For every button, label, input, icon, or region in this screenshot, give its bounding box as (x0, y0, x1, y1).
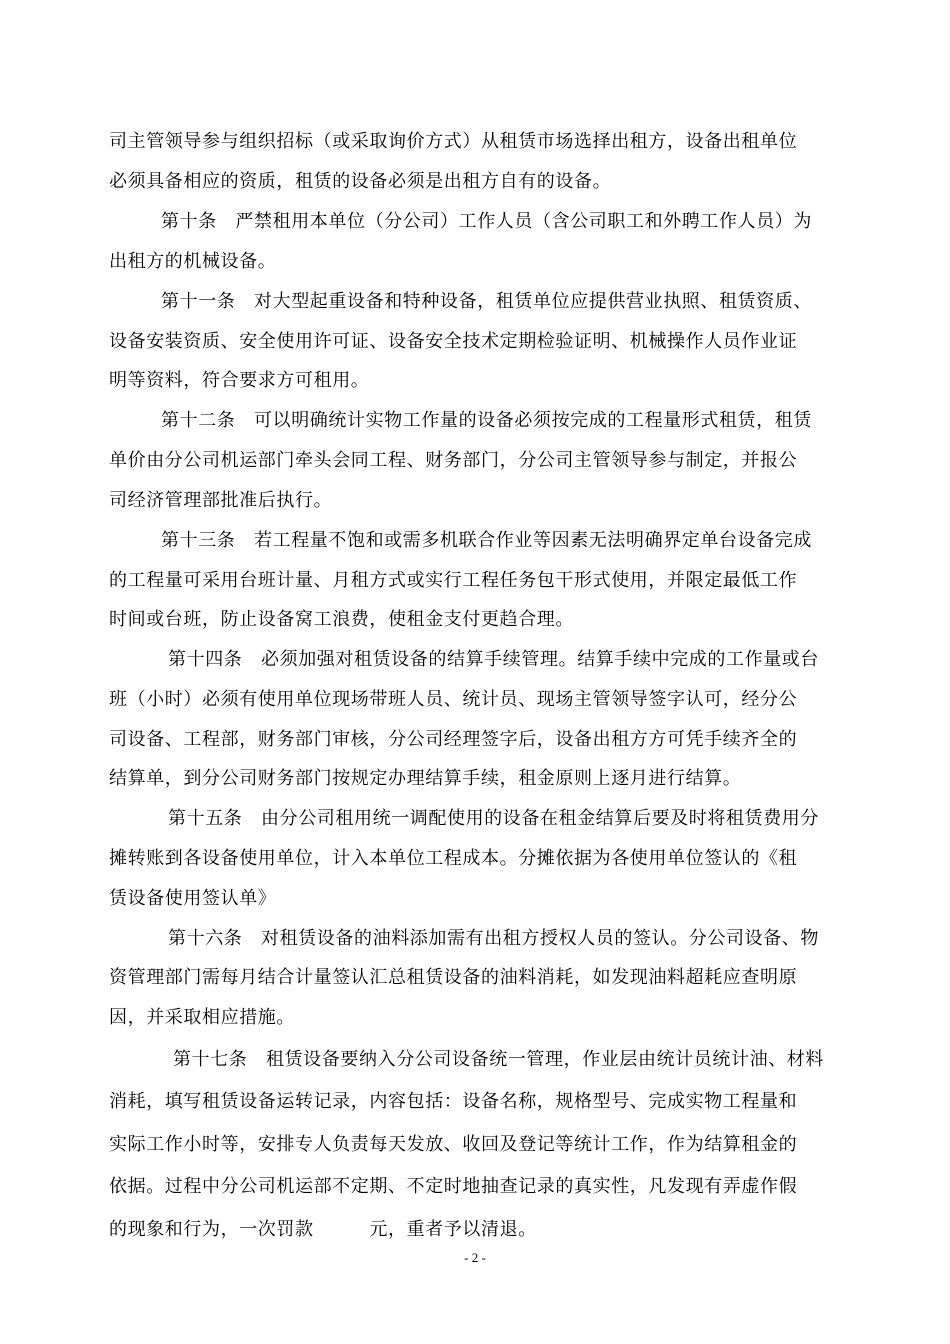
text-line: 司设备、工程部，财务部门审核，分公司经理签字后，设备出租方方可凭手续齐全的 (109, 729, 798, 750)
text-line: 第十一条 对大型起重设备和特种设备，租赁单位应提供营业执照、租赁资质、 (161, 291, 812, 312)
text-line: 第十三条 若工程量不饱和或需多机联合作业等因素无法明确界定单台设备完成 (161, 530, 812, 551)
text-line: 时间或台班，防止设备窝工浪费，使租金支付更趋合理。 (109, 609, 574, 630)
text-line: 因，并采取相应措施。 (109, 1007, 295, 1028)
text-line: 第十四条 必须加强对租赁设备的结算手续管理。结算手续中完成的工作量或台 (168, 649, 819, 670)
text-line: 第十六条 对租赁设备的油料添加需有出租方授权人员的签认。分公司设备、物 (168, 928, 819, 949)
text-line: 第十五条 由分公司租用统一调配使用的设备在租金结算后要及时将租赁费用分 (168, 808, 819, 829)
text-line: 结算单，到分公司财务部门按规定办理结算手续，租金原则上逐月进行结算。 (109, 768, 742, 789)
text-line: 资管理部门需每月结合计量签认汇总租赁设备的油料消耗，如发现油料超耗应查明原 (109, 967, 798, 988)
text-line: 实际工作小时等，安排专人负责每天发放、收回及登记等统计工作，作为结算租金的 (109, 1134, 798, 1155)
text-line: 班（小时）必须有使用单位现场带班人员、统计员、现场主管领导签字认可，经分公 (109, 689, 798, 710)
text-line: 依据。过程中分公司机运部不定期、不定时地抽查记录的真实性，凡发现有弄虚作假 (109, 1176, 798, 1197)
text-line: 消耗，填写租赁设备运转记录，内容包括：设备名称，规格型号、完成实物工程量和 (109, 1091, 798, 1112)
text-line: 第十二条 可以明确统计实物工作量的设备必须按完成的工程量形式租赁，租赁 (161, 410, 812, 431)
text-line: 出租方的机械设备。 (109, 251, 277, 272)
text-line: 明等资料，符合要求方可租用。 (109, 370, 370, 391)
page-number: - 2 - (464, 1250, 486, 1265)
text-line: 的现象和行为，一次罚款 元，重者予以清退。 (109, 1219, 537, 1240)
text-line: 的工程量可采用台班计量、月租方式或实行工程任务包干形式使用，并限定最低工作 (109, 570, 798, 591)
text-line: 摊转账到各设备使用单位，计入本单位工程成本。分摊依据为各使用单位签认的《租 (109, 848, 798, 869)
text-line: 第十七条 租赁设备要纳入分公司设备统一管理，作业层由统计员统计油、材料 (173, 1049, 824, 1070)
text-line: 司主管领导参与组织招标（或采取询价方式）从租赁市场选择出租方，设备出租单位 (109, 131, 798, 152)
text-line: 司经济管理部批准后执行。 (109, 490, 333, 511)
text-line: 单价由分公司机运部门牵头会同工程、财务部门，分公司主管领导参与制定，并报公 (109, 450, 798, 471)
text-line: 必须具备相应的资质，租赁的设备必须是出租方自有的设备。 (109, 171, 612, 192)
text-line: 第十条 严禁租用本单位（分公司）工作人员（含公司职工和外聘工作人员）为 (161, 211, 812, 232)
text-line: 赁设备使用签认单》 (109, 888, 277, 909)
text-line: 设备安装资质、安全使用许可证、设备安全技术定期检验证明、机械操作人员作业证 (109, 331, 798, 352)
